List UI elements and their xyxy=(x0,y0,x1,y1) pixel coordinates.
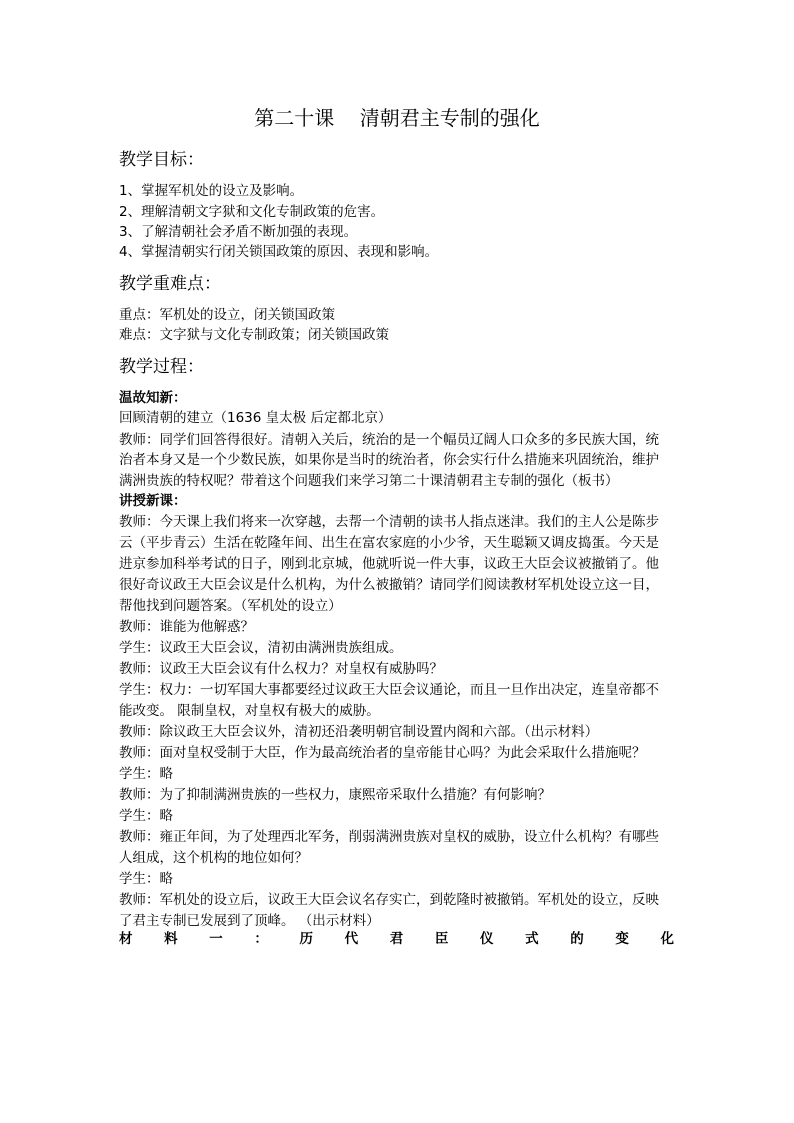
goals-heading: 教学目标： xyxy=(119,150,204,170)
material-char: 式 xyxy=(525,931,539,947)
material-char: 料 xyxy=(164,931,178,947)
lesson-line: 了君主专制已发展到了顶峰。 （出示材料） xyxy=(119,913,380,929)
lesson-line: 学生：权力：一切军国大事都要经过议政王大臣会议通论，而且一旦作出决定，连皇帝都不 xyxy=(119,682,659,698)
lesson-line: 学生：议政王大臣会议，清初由满洲贵族组成。 xyxy=(119,640,403,656)
process-heading: 教学过程： xyxy=(119,357,204,377)
page-title: 第二十课 清朝君主专制的强化 xyxy=(254,106,540,130)
material-char: 化 xyxy=(660,931,674,947)
goal-item: 2、理解清朝文字狱和文化专制政策的危害。 xyxy=(119,204,385,220)
lesson-line: 很好奇议政王大臣会议是什么机构，为什么被撤销？请同学们阅读教材军机处设立这一目， xyxy=(119,577,659,593)
lesson-line: 教师：军机处的设立后，议政王大臣会议名存实亡，到乾隆时被撤销。军机处的设立，反映 xyxy=(119,892,659,908)
lesson-line: 教师：雍正年间，为了处理西北军务，削弱满洲贵族对皇权的威胁，设立什么机构？有哪些 xyxy=(119,829,659,845)
review-line: 回顾清朝的建立（1636 皇太极 后定都北京） xyxy=(119,410,392,426)
lesson-line: 教师：除议政王大臣会议外，清初还沿袭明朝官制设置内阁和六部。（出示材料） xyxy=(119,724,599,740)
lesson-line: 能改变。 限制皇权，对皇权有极大的威胁。 xyxy=(119,703,380,719)
material-char: 变 xyxy=(615,931,629,947)
goal-item: 1、掌握军机处的设立及影响。 xyxy=(119,183,304,199)
material-char: 材 xyxy=(119,931,133,947)
lesson-line: 云（平步青云）生活在乾隆年间、出生在富农家庭的小少爷，天生聪颖又调皮捣蛋。今天是 xyxy=(119,535,659,551)
key-point: 重点：军机处的设立，闭关锁国政策 xyxy=(119,307,335,323)
goal-item: 3、了解清朝社会矛盾不断加强的表现。 xyxy=(119,224,358,240)
lesson-line: 学生：略 xyxy=(119,871,173,887)
material-char: 历 xyxy=(299,931,313,947)
lesson-line: 教师：面对皇权受制于大臣，作为最高统治者的皇帝能甘心吗？为此会采取什么措施呢？ xyxy=(119,745,646,761)
lesson-line: 教师：谁能为他解惑？ xyxy=(119,619,254,635)
material-char: 一 xyxy=(209,931,223,947)
material-char: 君 xyxy=(389,931,404,947)
lesson-line: 学生：略 xyxy=(119,766,173,782)
material-char: 代 xyxy=(344,931,359,947)
lesson-line: 学生：略 xyxy=(119,808,173,824)
new-lesson-label: 讲授新课： xyxy=(119,493,187,509)
review-label: 温故知新： xyxy=(119,390,187,406)
lesson-line: 帮他找到问题答案。（军机处的设立） xyxy=(119,598,342,614)
goal-item: 4、掌握清朝实行闭关锁国政策的原因、表现和影响。 xyxy=(119,244,439,260)
review-line: 满洲贵族的特权呢？带着这个问题我们来学习第二十课清朝君主专制的强化（板书） xyxy=(119,473,619,489)
lesson-line: 教师：议政王大臣会议有什么权力？对皇权有威胁吗？ xyxy=(119,661,443,677)
key-points-heading: 教学重难点： xyxy=(119,274,221,294)
difficult-point: 难点：文字狱与文化专制政策；闭关锁国政策 xyxy=(119,327,389,343)
review-line: 治者本身又是一个少数民族，如果你是当时的统治者，你会实行什么措施来巩固统治，维护 xyxy=(119,452,659,468)
lesson-line: 教师：今天课上我们将来一次穿越，去帮一个清朝的读书人指点迷津。我们的主人公是陈步 xyxy=(119,514,659,530)
material-one-caption xyxy=(119,929,674,949)
material-char: 臣 xyxy=(434,931,449,947)
material-char: ： xyxy=(254,931,268,947)
review-line: 教师：同学们回答得很好。清朝入关后，统治的是一个幅员辽阔人口众多的多民族大国，统 xyxy=(119,432,659,448)
material-char: 仪 xyxy=(480,931,494,947)
lesson-line: 进京参加科举考试的日子，刚到北京城，他就听说一件大事，议政王大臣会议被撤销了。他 xyxy=(119,556,659,572)
material-char: 的 xyxy=(570,931,584,947)
lesson-line: 教师：为了抑制满洲贵族的一些权力，康熙帝采取什么措施？有何影响？ xyxy=(119,787,551,803)
lesson-line: 人组成，这个机构的地位如何？ xyxy=(119,850,308,866)
